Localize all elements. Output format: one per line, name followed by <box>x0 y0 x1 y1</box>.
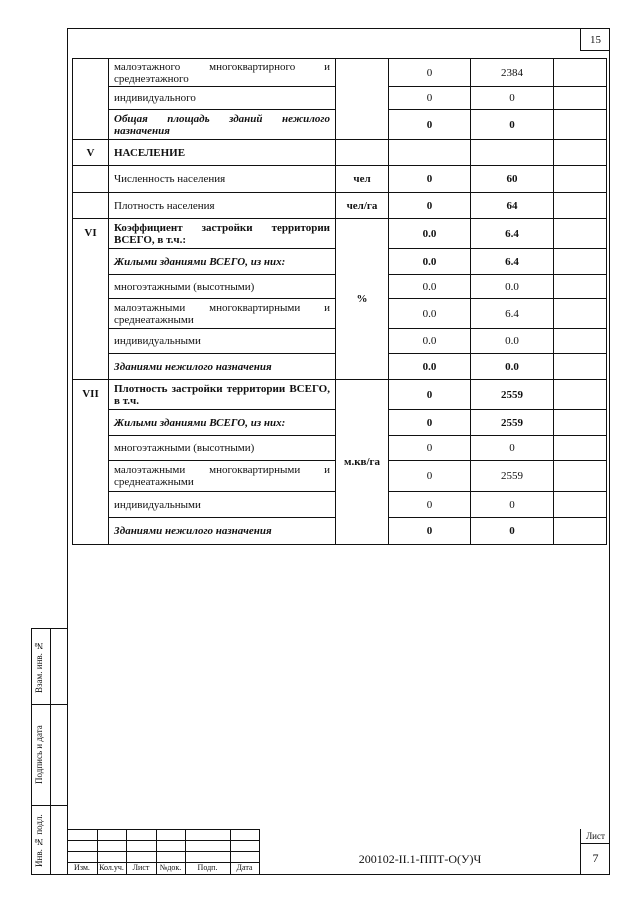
indicator-name: Плотность населения <box>109 193 336 219</box>
table-row <box>73 193 607 219</box>
table-row <box>73 59 607 87</box>
value-existing: 0 <box>389 380 471 410</box>
value-existing: 0 <box>389 492 471 518</box>
indicator-name: многоэтажными (высотными) <box>109 275 336 299</box>
stamp-label-list: Лист <box>132 863 150 872</box>
indicator-name: Численность населения <box>109 166 336 193</box>
unit-cell: % <box>336 219 389 380</box>
indicator-name: НАСЕЛЕНИЕ <box>109 140 336 166</box>
value-design: 60 <box>471 166 554 193</box>
value-design: 2559 <box>471 380 554 410</box>
value-existing: 0.0 <box>389 329 471 354</box>
stamp-label-ndok: №док. <box>159 863 182 872</box>
unit-cell: чел <box>336 166 389 193</box>
side-label-podpis: Подпись и дата <box>34 725 44 785</box>
table-row <box>73 140 607 166</box>
indicator-name: Плотность застройки территории ВСЕГО, в т.ч. <box>109 380 336 410</box>
unit-cell: чел/га <box>336 193 389 219</box>
value-existing <box>389 140 471 166</box>
value-design: 6.4 <box>471 299 554 329</box>
sheet-label: Лист <box>586 831 605 841</box>
value-existing: 0 <box>389 193 471 219</box>
value-existing: 0.0 <box>389 354 471 380</box>
value-design: 0 <box>471 436 554 461</box>
indicator-name: малоэтажными многоквартирными и среднеатажными <box>109 299 336 329</box>
table-row <box>73 380 607 410</box>
empty-cell <box>554 193 607 219</box>
empty-cell <box>554 110 607 140</box>
stamp-label-izm: Изм. <box>74 863 90 872</box>
value-design: 0 <box>471 87 554 110</box>
stamp-label-podp: Подп. <box>197 863 218 872</box>
value-design: 2559 <box>471 410 554 436</box>
indicator-name: индивидуального <box>109 87 336 110</box>
value-existing: 0 <box>389 518 471 545</box>
indicator-name: Общая площадь зданий нежилого назначения <box>109 110 336 140</box>
section-number <box>73 59 109 140</box>
indicator-name: Жилыми зданиями ВСЕГО, из них: <box>109 249 336 275</box>
empty-cell <box>554 219 607 249</box>
empty-cell <box>554 436 607 461</box>
unit-cell <box>336 140 389 166</box>
page-number: 15 <box>580 29 610 51</box>
empty-cell <box>554 87 607 110</box>
empty-cell <box>554 275 607 299</box>
value-design <box>471 140 554 166</box>
empty-cell <box>554 249 607 275</box>
section-number: V <box>73 140 109 166</box>
empty-cell <box>554 140 607 166</box>
stamp-label-data: Дата <box>236 863 253 872</box>
table-row <box>73 219 607 249</box>
stamp-label-koluch: Кол.уч. <box>99 863 124 872</box>
empty-cell <box>554 410 607 436</box>
empty-cell <box>554 299 607 329</box>
section-number <box>73 166 109 193</box>
table-row <box>73 166 607 193</box>
value-existing: 0 <box>389 461 471 492</box>
indicator-name: малоэтажными многоквартирными и среднеатажными <box>109 461 336 492</box>
indicator-name: индивидуальными <box>109 329 336 354</box>
sheet-box <box>580 829 610 875</box>
value-existing: 0 <box>389 410 471 436</box>
value-design: 0 <box>471 492 554 518</box>
side-label-inv: Инв. № подл. <box>34 814 44 868</box>
indicators-table <box>72 58 607 545</box>
value-existing: 0 <box>389 166 471 193</box>
section-number: VI <box>73 219 109 380</box>
indicator-name: индивидуальными <box>109 492 336 518</box>
section-number <box>73 193 109 219</box>
side-label-vzam: Взам. инв. № <box>34 640 44 693</box>
title-block-grid <box>67 829 259 875</box>
value-existing: 0 <box>389 59 471 87</box>
value-existing: 0 <box>389 436 471 461</box>
value-existing: 0 <box>389 87 471 110</box>
indicator-name: Зданиями нежилого назначения <box>109 354 336 380</box>
value-design: 2559 <box>471 461 554 492</box>
value-design: 64 <box>471 193 554 219</box>
empty-cell <box>554 166 607 193</box>
unit-cell <box>336 59 389 140</box>
value-design: 6.4 <box>471 219 554 249</box>
side-stamp-column <box>50 629 68 874</box>
empty-cell <box>554 329 607 354</box>
side-stamp <box>31 628 67 875</box>
value-existing: 0 <box>389 110 471 140</box>
empty-cell <box>554 354 607 380</box>
empty-cell <box>554 380 607 410</box>
value-design: 0 <box>471 110 554 140</box>
empty-cell <box>554 492 607 518</box>
section-number: VII <box>73 380 109 545</box>
indicator-name: Коэффициент застройки территории ВСЕГО, в т.ч.: <box>109 219 336 249</box>
value-existing: 0.0 <box>389 249 471 275</box>
value-design: 0 <box>471 518 554 545</box>
empty-cell <box>554 59 607 87</box>
indicator-name: многоэтажными (высотными) <box>109 436 336 461</box>
empty-cell <box>554 461 607 492</box>
indicator-name: Зданиями нежилого назначения <box>109 518 336 545</box>
value-design: 0.0 <box>471 329 554 354</box>
value-design: 6.4 <box>471 249 554 275</box>
sheet-number: 7 <box>592 851 599 865</box>
value-design: 0.0 <box>471 275 554 299</box>
value-design: 2384 <box>471 59 554 87</box>
empty-cell <box>554 518 607 545</box>
value-existing: 0.0 <box>389 299 471 329</box>
indicator-name: малоэтажного многоквартирного и среднеэтажного <box>109 59 336 87</box>
indicator-name: Жилыми зданиями ВСЕГО, из них: <box>109 410 336 436</box>
value-existing: 0.0 <box>389 275 471 299</box>
unit-cell: м.кв/га <box>336 380 389 545</box>
title-block <box>67 829 610 875</box>
value-existing: 0.0 <box>389 219 471 249</box>
value-design: 0.0 <box>471 354 554 380</box>
document-code: 200102-II.1-ППТ-О(У)Ч <box>259 829 580 875</box>
